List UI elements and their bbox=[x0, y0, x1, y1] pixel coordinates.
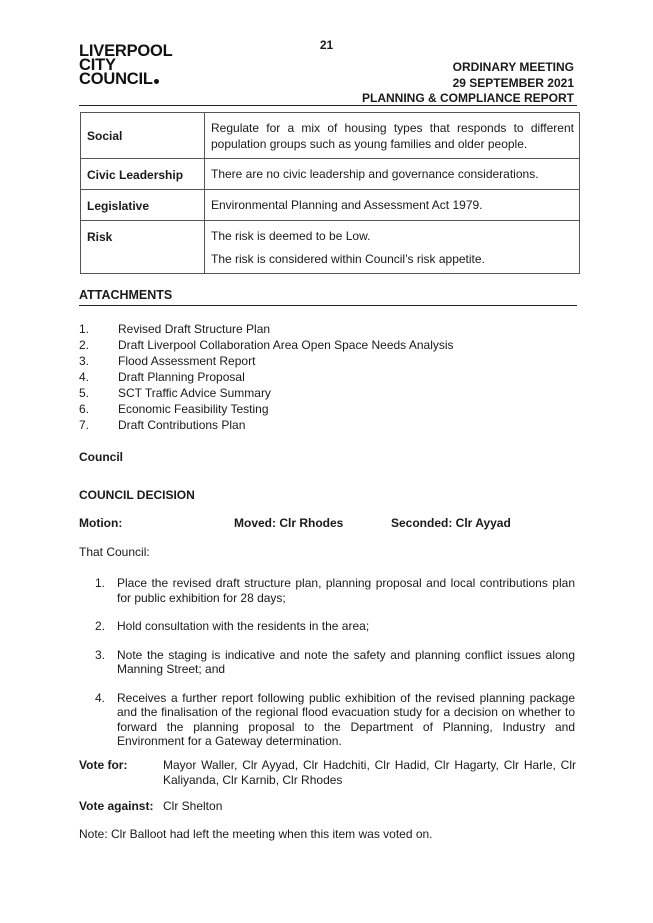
seconded-by: Seconded: Clr Ayyad bbox=[391, 516, 511, 530]
logo-dot-icon bbox=[154, 79, 159, 84]
report-header bbox=[362, 60, 574, 107]
item-number: 3. bbox=[95, 647, 106, 662]
moved-by: Moved: Clr Rhodes bbox=[234, 516, 344, 530]
list-item[interactable] bbox=[79, 385, 454, 401]
attachments-heading: ATTACHMENTS bbox=[79, 288, 173, 302]
meeting-title: ORDINARY MEETING bbox=[452, 60, 574, 74]
table-row bbox=[81, 190, 580, 221]
header-divider bbox=[79, 105, 577, 106]
list-item[interactable] bbox=[79, 353, 454, 369]
item-number: 2. bbox=[79, 338, 90, 352]
vote-against-value: Clr Shelton bbox=[163, 799, 223, 813]
attachments-list bbox=[79, 321, 454, 433]
item-number: 6. bbox=[79, 402, 90, 416]
row-key: Social bbox=[81, 113, 205, 159]
row-text: Regulate for a mix of housing types that responds to different population groups such as young families and older people. bbox=[211, 121, 574, 151]
council-logo bbox=[79, 44, 173, 86]
motion-label: Motion: bbox=[79, 516, 123, 530]
page-number: 21 bbox=[319, 38, 334, 52]
item-text: Economic Feasibility Testing bbox=[118, 402, 269, 416]
list-item[interactable] bbox=[79, 337, 454, 353]
list-item[interactable] bbox=[79, 417, 454, 433]
meeting-date: 29 SEPTEMBER 2021 bbox=[452, 75, 574, 90]
item-text: Place the revised draft structure plan, planning proposal and local contributions plan for public exhibition for 28 days; bbox=[117, 576, 575, 605]
decision-heading: COUNCIL DECISION bbox=[79, 488, 195, 502]
table-row bbox=[81, 159, 580, 190]
decision-list bbox=[79, 576, 575, 763]
row-value bbox=[205, 159, 580, 190]
meeting-note: Note: Clr Balloot had left the meeting when this item was voted on. bbox=[79, 827, 433, 841]
item-number: 3. bbox=[79, 354, 90, 368]
list-item bbox=[79, 619, 575, 634]
row-value bbox=[205, 221, 580, 274]
item-text: Hold consultation with the residents in the area; bbox=[117, 619, 370, 633]
item-text: SCT Traffic Advice Summary bbox=[118, 386, 271, 400]
logo-line-2: CITY bbox=[79, 56, 116, 74]
list-item bbox=[79, 691, 575, 749]
item-text: Flood Assessment Report bbox=[118, 354, 256, 368]
item-text: Draft Liverpool Collaboration Area Open Space Needs Analysis bbox=[118, 338, 454, 352]
list-item[interactable] bbox=[79, 401, 454, 417]
that-council-text: That Council: bbox=[79, 545, 150, 559]
item-number: 1. bbox=[95, 576, 106, 590]
table-row bbox=[81, 221, 580, 274]
vote-against bbox=[79, 799, 576, 814]
row-value bbox=[205, 190, 580, 221]
list-item bbox=[79, 648, 575, 677]
row-text: The risk is deemed to be Low. bbox=[211, 229, 371, 243]
attachments-divider bbox=[79, 305, 577, 306]
item-number: 7. bbox=[79, 418, 90, 432]
row-text: The risk is considered within Council’s risk appetite. bbox=[211, 252, 485, 266]
item-text: Note the staging is indicative and note the safety and planning conflict issues along Manning Street; and bbox=[117, 647, 575, 676]
item-number: 1. bbox=[79, 322, 90, 336]
row-text: Environmental Planning and Assessment Act 1979. bbox=[211, 198, 483, 212]
vote-against-label: Vote against: bbox=[79, 799, 154, 813]
row-key: Risk bbox=[81, 221, 205, 274]
row-key: Legislative bbox=[81, 190, 205, 221]
item-text: Receives a further report following public exhibition of the revised planning package and the finalisation of the regional flood evacuation study for a decision on whether to forward the planning proposal to the Department of Planning, Industry and Environment for a Gateway determination. bbox=[117, 690, 575, 748]
considerations-table bbox=[80, 112, 580, 274]
item-text: Draft Contributions Plan bbox=[118, 418, 246, 432]
item-text: Revised Draft Structure Plan bbox=[118, 322, 271, 336]
row-key: Civic Leadership bbox=[81, 159, 205, 190]
list-item bbox=[79, 576, 575, 605]
logo-line-3: COUNCIL bbox=[79, 70, 153, 88]
item-number: 4. bbox=[95, 690, 106, 705]
item-number: 5. bbox=[79, 386, 90, 400]
row-text: There are no civic leadership and governance considerations. bbox=[211, 167, 539, 181]
item-number: 2. bbox=[95, 619, 106, 633]
list-item[interactable] bbox=[79, 369, 454, 385]
item-number: 4. bbox=[79, 370, 90, 384]
table-row bbox=[81, 113, 580, 159]
council-label: Council bbox=[79, 450, 123, 464]
report-title: PLANNING & COMPLIANCE REPORT bbox=[361, 91, 574, 105]
vote-for bbox=[79, 758, 576, 787]
row-value bbox=[205, 113, 580, 159]
item-text: Draft Planning Proposal bbox=[118, 370, 245, 384]
list-item[interactable] bbox=[79, 321, 454, 337]
vote-for-value: Mayor Waller, Clr Ayyad, Clr Hadchiti, Clr Hadid, Clr Hagarty, Clr Harle, Clr Kaliyanda, Clr Karnib, Clr Rhodes bbox=[163, 758, 576, 787]
vote-for-label: Vote for: bbox=[79, 758, 128, 772]
logo-line-1: LIVERPOOL bbox=[79, 42, 173, 60]
